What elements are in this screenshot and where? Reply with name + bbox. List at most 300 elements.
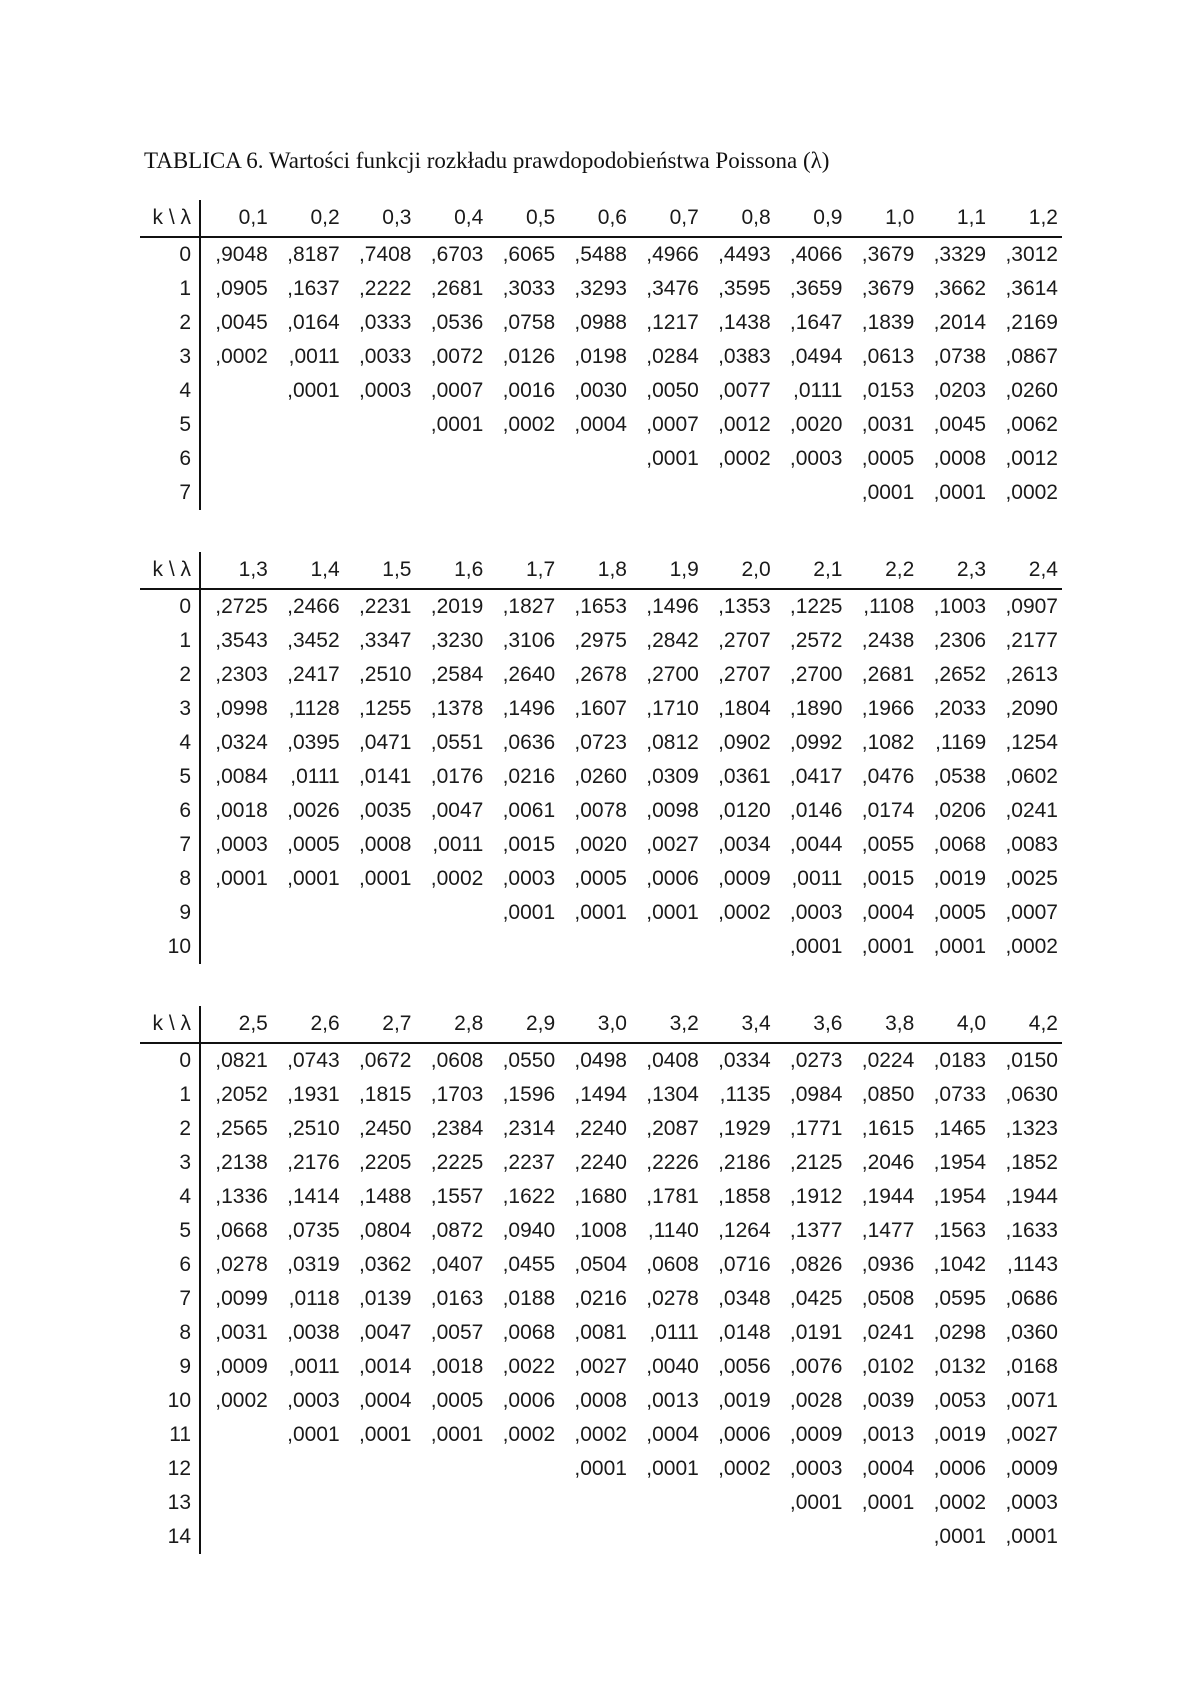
probability-cell: ,0008 bbox=[358, 833, 412, 856]
probability-cell: ,1563 bbox=[933, 1219, 987, 1242]
table-row bbox=[140, 624, 1062, 658]
probability-cell: ,1143 bbox=[1007, 1253, 1058, 1276]
table-row bbox=[140, 1043, 1062, 1078]
table-row bbox=[140, 692, 1062, 726]
probability-cell: ,0812 bbox=[646, 731, 699, 754]
probability-cell: ,0471 bbox=[358, 731, 412, 754]
probability-cell bbox=[272, 476, 344, 510]
lambda-header: 1,7 bbox=[487, 552, 559, 589]
lambda-header: 2,9 bbox=[487, 1006, 559, 1043]
probability-cell: ,0001 bbox=[502, 901, 556, 924]
probability-cell: ,0081 bbox=[574, 1321, 627, 1344]
probability-cell: ,0940 bbox=[502, 1219, 556, 1242]
lambda-header: 1,9 bbox=[631, 552, 703, 589]
probability-cell: ,0146 bbox=[789, 799, 843, 822]
probability-cell: ,0002 bbox=[718, 1457, 771, 1480]
probability-cell: ,3329 bbox=[933, 243, 987, 266]
probability-cell: ,0053 bbox=[933, 1389, 987, 1412]
probability-cell: ,2231 bbox=[358, 595, 412, 618]
probability-cell: ,0001 bbox=[646, 1457, 699, 1480]
probability-cell: ,0006 bbox=[502, 1389, 556, 1412]
probability-cell: ,0743 bbox=[287, 1049, 340, 1072]
probability-cell: ,1607 bbox=[574, 697, 627, 720]
lambda-header: 0,9 bbox=[775, 200, 847, 237]
probability-cell: ,0001 bbox=[358, 867, 412, 890]
probability-cell: ,0361 bbox=[718, 765, 771, 788]
probability-cell: ,1966 bbox=[861, 697, 915, 720]
probability-cell: ,1323 bbox=[1005, 1117, 1058, 1140]
probability-cell bbox=[487, 1486, 559, 1520]
table-row bbox=[140, 340, 1062, 374]
probability-cell: ,0001 bbox=[287, 867, 340, 890]
probability-cell: ,0002 bbox=[502, 413, 556, 436]
probability-cell: ,0298 bbox=[933, 1321, 987, 1344]
probability-cell: ,1839 bbox=[861, 311, 915, 334]
probability-cell bbox=[416, 1452, 488, 1486]
probability-cell: ,1225 bbox=[789, 595, 843, 618]
probability-cell: ,2226 bbox=[646, 1151, 699, 1174]
probability-cell: ,0031 bbox=[215, 1321, 268, 1344]
lambda-header: 3,4 bbox=[703, 1006, 775, 1043]
table-row bbox=[140, 760, 1062, 794]
probability-cell: ,0504 bbox=[574, 1253, 627, 1276]
probability-cell: ,0045 bbox=[933, 413, 987, 436]
probability-cell: ,2306 bbox=[933, 629, 987, 652]
lambda-header: 1,2 bbox=[990, 200, 1062, 237]
probability-cell bbox=[200, 1520, 272, 1554]
probability-cell: ,0120 bbox=[718, 799, 771, 822]
k-lambda-header: k \ λ bbox=[140, 1006, 200, 1043]
k-value: 0 bbox=[140, 1043, 200, 1078]
probability-cell: ,0188 bbox=[502, 1287, 556, 1310]
probability-cell: ,0723 bbox=[574, 731, 627, 754]
probability-cell: ,0203 bbox=[933, 379, 987, 402]
probability-cell bbox=[703, 1486, 775, 1520]
probability-cell: ,0001 bbox=[789, 935, 843, 958]
probability-cell bbox=[416, 1486, 488, 1520]
table-row bbox=[140, 442, 1062, 476]
lambda-header: 0,1 bbox=[200, 200, 272, 237]
table-row bbox=[140, 1248, 1062, 1282]
probability-cell: ,0408 bbox=[646, 1049, 699, 1072]
probability-cell: ,0494 bbox=[789, 345, 843, 368]
k-value: 3 bbox=[140, 1146, 200, 1180]
probability-cell: ,0850 bbox=[861, 1083, 915, 1106]
probability-cell: ,0008 bbox=[574, 1389, 627, 1412]
probability-cell: ,1169 bbox=[935, 731, 987, 754]
probability-cell: ,1336 bbox=[215, 1185, 268, 1208]
probability-cell bbox=[200, 476, 272, 510]
table-row bbox=[140, 930, 1062, 964]
probability-cell: ,1954 bbox=[933, 1151, 987, 1174]
probability-cell: ,0150 bbox=[1005, 1049, 1058, 1072]
probability-cell: ,0001 bbox=[574, 1457, 627, 1480]
probability-cell: ,0002 bbox=[718, 901, 771, 924]
probability-cell: ,0550 bbox=[502, 1049, 556, 1072]
probability-cell: ,0061 bbox=[502, 799, 556, 822]
probability-cell: ,0027 bbox=[574, 1355, 627, 1378]
probability-cell: ,0536 bbox=[430, 311, 484, 334]
k-value: 0 bbox=[140, 589, 200, 624]
probability-cell: ,3012 bbox=[1005, 243, 1058, 266]
probability-cell: ,0001 bbox=[287, 1423, 340, 1446]
probability-cell: ,0176 bbox=[430, 765, 484, 788]
probability-cell: ,2225 bbox=[430, 1151, 484, 1174]
probability-cell: ,0030 bbox=[574, 379, 627, 402]
probability-cell: ,1255 bbox=[358, 697, 412, 720]
probability-cell bbox=[200, 896, 272, 930]
probability-cell: ,5488 bbox=[574, 243, 627, 266]
probability-cell: ,0003 bbox=[789, 901, 843, 924]
probability-cell bbox=[631, 476, 703, 510]
probability-cell: ,1128 bbox=[288, 697, 340, 720]
probability-cell: ,0076 bbox=[789, 1355, 843, 1378]
probability-cell bbox=[416, 442, 488, 476]
probability-cell: ,3659 bbox=[789, 277, 843, 300]
table-row bbox=[140, 1418, 1062, 1452]
probability-cell: ,0008 bbox=[933, 447, 987, 470]
probability-cell: ,0003 bbox=[215, 833, 268, 856]
probability-cell bbox=[344, 408, 416, 442]
probability-cell bbox=[775, 476, 847, 510]
probability-cell: ,0009 bbox=[1005, 1457, 1058, 1480]
probability-cell: ,0241 bbox=[861, 1321, 915, 1344]
probability-cell: ,3347 bbox=[358, 629, 412, 652]
probability-cell: ,0362 bbox=[358, 1253, 412, 1276]
lambda-header: 0,3 bbox=[344, 200, 416, 237]
table-row bbox=[140, 408, 1062, 442]
k-value: 5 bbox=[140, 760, 200, 794]
probability-cell: ,1008 bbox=[574, 1219, 627, 1242]
probability-cell bbox=[344, 442, 416, 476]
k-value: 6 bbox=[140, 794, 200, 828]
probability-cell: ,2681 bbox=[430, 277, 484, 300]
lambda-header: 0,7 bbox=[631, 200, 703, 237]
probability-cell: ,1804 bbox=[718, 697, 771, 720]
table-row bbox=[140, 237, 1062, 272]
probability-cell: ,0001 bbox=[861, 935, 915, 958]
probability-cell bbox=[487, 476, 559, 510]
probability-cell: ,0001 bbox=[789, 1491, 843, 1514]
probability-cell: ,0984 bbox=[789, 1083, 843, 1106]
probability-cell: ,0738 bbox=[933, 345, 987, 368]
table-row bbox=[140, 1112, 1062, 1146]
probability-cell: ,0003 bbox=[502, 867, 556, 890]
probability-cell: ,0003 bbox=[287, 1389, 340, 1412]
probability-cell: ,2707 bbox=[718, 663, 771, 686]
probability-cell: ,0595 bbox=[933, 1287, 987, 1310]
lambda-header: 1,4 bbox=[272, 552, 344, 589]
lambda-header: 2,2 bbox=[846, 552, 918, 589]
probability-cell: ,2842 bbox=[646, 629, 699, 652]
table-row bbox=[140, 896, 1062, 930]
table-row bbox=[140, 476, 1062, 510]
probability-cell: ,0804 bbox=[358, 1219, 412, 1242]
probability-cell: ,0672 bbox=[358, 1049, 412, 1072]
probability-cell: ,2678 bbox=[574, 663, 627, 686]
probability-cell bbox=[200, 1452, 272, 1486]
probability-cell: ,0111 bbox=[290, 765, 340, 788]
table-row bbox=[140, 1486, 1062, 1520]
probability-cell: ,1929 bbox=[718, 1117, 771, 1140]
probability-cell: ,0348 bbox=[718, 1287, 771, 1310]
probability-cell: ,0011 bbox=[288, 1355, 340, 1378]
probability-cell: ,0005 bbox=[861, 447, 915, 470]
probability-cell: ,0455 bbox=[502, 1253, 556, 1276]
probability-cell: ,0062 bbox=[1005, 413, 1058, 436]
probability-cell: ,8187 bbox=[287, 243, 340, 266]
probability-cell: ,1108 bbox=[863, 595, 915, 618]
lambda-header: 4,0 bbox=[918, 1006, 990, 1043]
probability-cell: ,0013 bbox=[646, 1389, 699, 1412]
probability-cell: ,1042 bbox=[933, 1253, 987, 1276]
probability-cell: ,0826 bbox=[789, 1253, 843, 1276]
probability-cell: ,2613 bbox=[1005, 663, 1058, 686]
probability-cell: ,0608 bbox=[646, 1253, 699, 1276]
probability-cell: ,1637 bbox=[287, 277, 340, 300]
k-value: 10 bbox=[140, 930, 200, 964]
probability-cell: ,1135 bbox=[719, 1083, 771, 1106]
probability-cell: ,0111 bbox=[793, 379, 843, 402]
probability-cell: ,7408 bbox=[358, 243, 412, 266]
lambda-header: 4,2 bbox=[990, 1006, 1062, 1043]
table-row bbox=[140, 862, 1062, 896]
table-row bbox=[140, 1146, 1062, 1180]
probability-cell: ,0050 bbox=[646, 379, 699, 402]
lambda-header: 2,3 bbox=[918, 552, 990, 589]
probability-cell bbox=[416, 930, 488, 964]
probability-cell: ,0004 bbox=[861, 1457, 915, 1480]
probability-cell: ,0319 bbox=[287, 1253, 340, 1276]
probability-cell: ,0068 bbox=[502, 1321, 556, 1344]
probability-cell: ,0407 bbox=[430, 1253, 484, 1276]
probability-cell: ,0005 bbox=[430, 1389, 484, 1412]
probability-cell: ,2186 bbox=[718, 1151, 771, 1174]
probability-cell: ,0907 bbox=[1005, 595, 1058, 618]
probability-cell: ,1264 bbox=[718, 1219, 771, 1242]
probability-cell: ,0686 bbox=[1005, 1287, 1058, 1310]
probability-cell: ,0992 bbox=[789, 731, 843, 754]
probability-cell: ,0174 bbox=[861, 799, 915, 822]
k-value: 2 bbox=[140, 1112, 200, 1146]
table-row bbox=[140, 306, 1062, 340]
lambda-header: 3,2 bbox=[631, 1006, 703, 1043]
probability-cell: ,2240 bbox=[574, 1151, 627, 1174]
probability-cell: ,0045 bbox=[215, 311, 268, 334]
probability-cell: ,0273 bbox=[789, 1049, 843, 1072]
probability-cell: ,0004 bbox=[574, 413, 627, 436]
probability-cell: ,0007 bbox=[430, 379, 484, 402]
probability-cell: ,1438 bbox=[718, 311, 771, 334]
probability-cell: ,2303 bbox=[215, 663, 268, 686]
probability-cell: ,0001 bbox=[933, 1525, 987, 1548]
probability-cell: ,0005 bbox=[287, 833, 340, 856]
probability-cell: ,2707 bbox=[718, 629, 771, 652]
probability-cell: ,0163 bbox=[430, 1287, 484, 1310]
probability-cell: ,2046 bbox=[861, 1151, 915, 1174]
probability-cell: ,0383 bbox=[718, 345, 771, 368]
probability-cell bbox=[559, 1520, 631, 1554]
probability-cell: ,2033 bbox=[933, 697, 987, 720]
probability-cell: ,0476 bbox=[861, 765, 915, 788]
k-value: 8 bbox=[140, 862, 200, 896]
table-row bbox=[140, 1452, 1062, 1486]
probability-cell: ,0001 bbox=[574, 901, 627, 924]
probability-cell: ,1082 bbox=[861, 731, 915, 754]
probability-cell: ,2510 bbox=[358, 663, 412, 686]
probability-cell: ,4966 bbox=[646, 243, 699, 266]
probability-cell: ,0028 bbox=[789, 1389, 843, 1412]
probability-cell: ,0126 bbox=[502, 345, 556, 368]
probability-cell: ,2975 bbox=[574, 629, 627, 652]
probability-cell bbox=[272, 442, 344, 476]
table-row bbox=[140, 589, 1062, 624]
probability-cell: ,0004 bbox=[358, 1389, 412, 1412]
probability-cell: ,0034 bbox=[718, 833, 771, 856]
poisson-table-2 bbox=[140, 552, 1062, 964]
probability-cell: ,0039 bbox=[861, 1389, 915, 1412]
probability-cell: ,2014 bbox=[933, 311, 987, 334]
k-value: 12 bbox=[140, 1452, 200, 1486]
probability-cell: ,0001 bbox=[933, 481, 987, 504]
lambda-header: 0,4 bbox=[416, 200, 488, 237]
probability-cell: ,0056 bbox=[718, 1355, 771, 1378]
probability-cell: ,2572 bbox=[789, 629, 843, 652]
probability-cell: ,0026 bbox=[287, 799, 340, 822]
probability-cell: ,2725 bbox=[215, 595, 268, 618]
probability-cell bbox=[559, 1486, 631, 1520]
probability-cell: ,1494 bbox=[574, 1083, 627, 1106]
probability-cell: ,0001 bbox=[646, 447, 699, 470]
probability-cell: ,0333 bbox=[358, 311, 412, 334]
probability-cell: ,0821 bbox=[215, 1049, 268, 1072]
probability-cell bbox=[344, 476, 416, 510]
lambda-header: 1,3 bbox=[200, 552, 272, 589]
probability-cell: ,0153 bbox=[861, 379, 915, 402]
probability-cell: ,0083 bbox=[1005, 833, 1058, 856]
probability-cell: ,0009 bbox=[789, 1423, 843, 1446]
probability-cell: ,0198 bbox=[574, 345, 627, 368]
probability-cell: ,0071 bbox=[1005, 1389, 1058, 1412]
poisson-table-3 bbox=[140, 1006, 1062, 1554]
probability-cell: ,0004 bbox=[861, 901, 915, 924]
probability-cell: ,1622 bbox=[502, 1185, 556, 1208]
probability-cell: ,0047 bbox=[358, 1321, 412, 1344]
probability-cell: ,3033 bbox=[502, 277, 556, 300]
probability-cell bbox=[487, 1520, 559, 1554]
probability-cell bbox=[559, 442, 631, 476]
probability-cell: ,0001 bbox=[861, 481, 915, 504]
table-row bbox=[140, 726, 1062, 760]
probability-cell: ,0183 bbox=[933, 1049, 987, 1072]
probability-cell: ,0002 bbox=[430, 867, 484, 890]
probability-cell: ,0078 bbox=[574, 799, 627, 822]
probability-cell: ,1944 bbox=[1005, 1185, 1058, 1208]
probability-cell: ,0019 bbox=[933, 1423, 987, 1446]
probability-cell bbox=[703, 476, 775, 510]
probability-cell: ,1140 bbox=[647, 1219, 699, 1242]
probability-cell: ,0077 bbox=[718, 379, 771, 402]
probability-cell: ,0002 bbox=[1005, 481, 1058, 504]
k-value: 6 bbox=[140, 1248, 200, 1282]
header-row bbox=[140, 200, 1062, 237]
probability-cell: ,0068 bbox=[933, 833, 987, 856]
probability-cell: ,2240 bbox=[574, 1117, 627, 1140]
probability-cell: ,0035 bbox=[358, 799, 412, 822]
probability-cell: ,0003 bbox=[789, 447, 843, 470]
probability-cell: ,0538 bbox=[933, 765, 987, 788]
probability-cell: ,0608 bbox=[430, 1049, 484, 1072]
probability-cell bbox=[846, 1520, 918, 1554]
lambda-header: 2,0 bbox=[703, 552, 775, 589]
probability-cell: ,0111 bbox=[649, 1321, 699, 1344]
probability-cell: ,1771 bbox=[789, 1117, 843, 1140]
probability-cell: ,0015 bbox=[861, 867, 915, 890]
lambda-header: 0,8 bbox=[703, 200, 775, 237]
k-value: 1 bbox=[140, 272, 200, 306]
probability-cell: ,0001 bbox=[1005, 1525, 1058, 1548]
table-row bbox=[140, 1350, 1062, 1384]
probability-cell bbox=[703, 930, 775, 964]
probability-cell: ,3662 bbox=[933, 277, 987, 300]
probability-cell: ,0191 bbox=[789, 1321, 843, 1344]
probability-cell: ,0260 bbox=[1005, 379, 1058, 402]
probability-cell: ,2222 bbox=[358, 277, 412, 300]
probability-cell: ,0733 bbox=[933, 1083, 987, 1106]
probability-cell: ,0018 bbox=[215, 799, 268, 822]
probability-cell: ,0005 bbox=[933, 901, 987, 924]
probability-cell: ,0002 bbox=[215, 345, 268, 368]
page-title: TABLICA 6. Wartości funkcji rozkładu prawdopodobieństwa Poissona (λ) bbox=[144, 148, 830, 173]
table-row bbox=[140, 1520, 1062, 1554]
probability-cell: ,1710 bbox=[646, 697, 699, 720]
lambda-header: 3,8 bbox=[846, 1006, 918, 1043]
probability-cell: ,0905 bbox=[215, 277, 268, 300]
k-value: 10 bbox=[140, 1384, 200, 1418]
k-lambda-header: k \ λ bbox=[140, 200, 200, 237]
probability-cell: ,0758 bbox=[502, 311, 556, 334]
table-row bbox=[140, 1282, 1062, 1316]
k-value: 5 bbox=[140, 1214, 200, 1248]
probability-cell: ,0016 bbox=[502, 379, 556, 402]
probability-cell: ,2438 bbox=[861, 629, 915, 652]
probability-cell: ,3679 bbox=[861, 277, 915, 300]
probability-cell bbox=[272, 1520, 344, 1554]
table-row bbox=[140, 1214, 1062, 1248]
probability-cell: ,0027 bbox=[646, 833, 699, 856]
probability-cell: ,0018 bbox=[430, 1355, 484, 1378]
probability-cell: ,0735 bbox=[287, 1219, 340, 1242]
lambda-header: 2,4 bbox=[990, 552, 1062, 589]
probability-cell: ,0936 bbox=[861, 1253, 915, 1276]
probability-cell: ,0002 bbox=[933, 1491, 987, 1514]
header-row bbox=[140, 1006, 1062, 1043]
lambda-header: 0,6 bbox=[559, 200, 631, 237]
probability-cell: ,0148 bbox=[718, 1321, 771, 1344]
probability-cell: ,0099 bbox=[215, 1287, 268, 1310]
probability-cell: ,0716 bbox=[718, 1253, 771, 1276]
probability-cell: ,0002 bbox=[215, 1389, 268, 1412]
probability-cell: ,2384 bbox=[430, 1117, 484, 1140]
probability-cell: ,0001 bbox=[430, 413, 484, 436]
lambda-header: 1,8 bbox=[559, 552, 631, 589]
probability-cell: ,2176 bbox=[287, 1151, 340, 1174]
probability-cell: ,1647 bbox=[789, 311, 843, 334]
probability-cell bbox=[631, 1520, 703, 1554]
probability-cell: ,2652 bbox=[933, 663, 987, 686]
probability-cell: ,2177 bbox=[1005, 629, 1058, 652]
probability-cell: ,3452 bbox=[287, 629, 340, 652]
